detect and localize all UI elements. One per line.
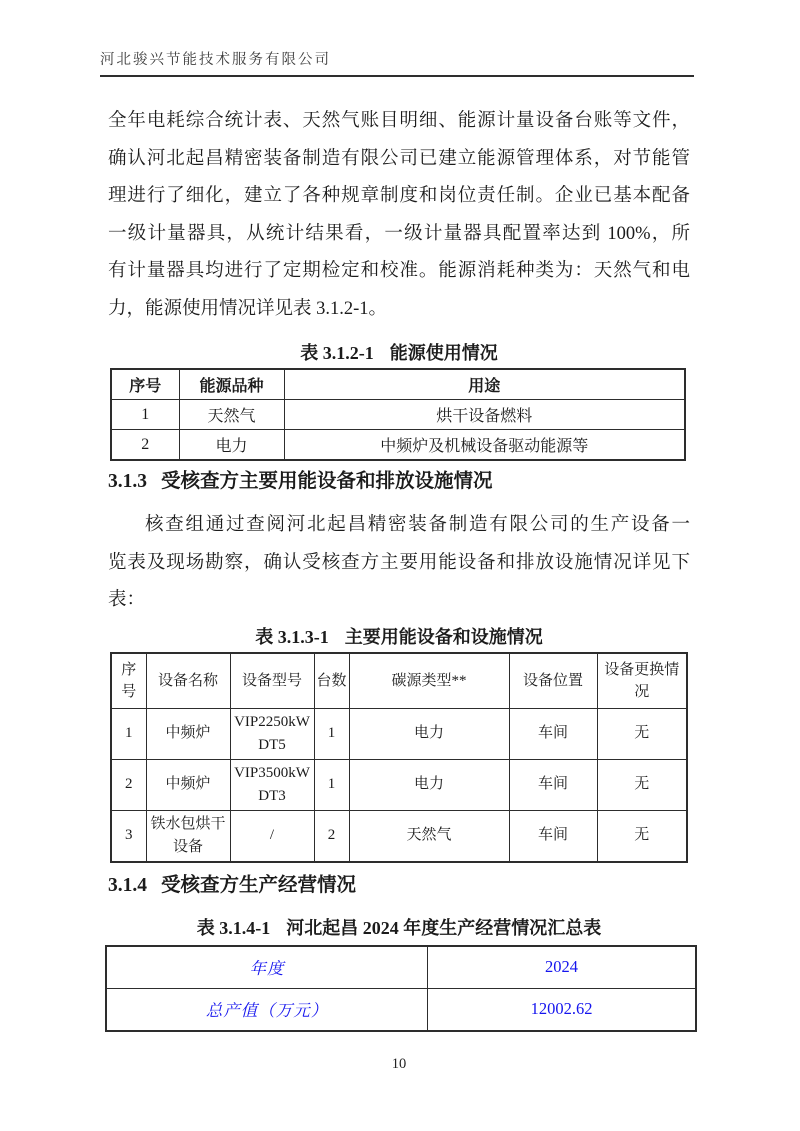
table-cell: 2 xyxy=(314,810,349,862)
business-summary-table xyxy=(105,945,697,1032)
header-cell: 设备更换情况 xyxy=(597,653,687,709)
equipment-table xyxy=(110,652,688,863)
section-heading-313 xyxy=(108,469,690,495)
table-cell: 中频炉及机械设备驱动能源等 xyxy=(284,430,685,461)
table-cell-value: 12002.62 xyxy=(428,988,696,1031)
paragraph-line: 力，能源使用情况详见表 3.1.2-1。 xyxy=(108,298,388,319)
table-cell: 天然气 xyxy=(179,400,284,430)
paragraph-line: 表： xyxy=(108,590,146,610)
header-cell: 台数 xyxy=(314,653,349,709)
paragraph-line: 有计量器具均进行了定期检定和校准。能源消耗种类为：天然气和电 xyxy=(108,261,690,281)
table-cell: 2 xyxy=(111,759,146,810)
table-cell-value: 2024 xyxy=(428,946,696,989)
header-cell: 序号 xyxy=(111,653,146,709)
table-number: 表 3.1.2-1 xyxy=(300,343,374,363)
section-title: 受核查方生产经营情况 xyxy=(161,874,357,896)
table-title-energy-use xyxy=(108,338,690,368)
table-cell: 1 xyxy=(111,400,179,430)
header-cell: 用途 xyxy=(284,369,685,400)
table-header-row xyxy=(111,369,685,400)
section-heading-314 xyxy=(108,873,690,899)
table-cell: 铁水包烘干设备 xyxy=(146,810,230,862)
header-cell: 设备名称 xyxy=(146,653,230,709)
table-row xyxy=(111,400,685,430)
table-row xyxy=(106,988,696,1031)
table-cell: 中频炉 xyxy=(146,759,230,810)
table-caption: 河北起昌 2024 年度生产经营情况汇总表 xyxy=(286,917,602,938)
table-caption: 能源使用情况 xyxy=(389,343,498,363)
table-cell: 车间 xyxy=(509,759,597,810)
paragraph-line: 核查组通过查阅河北起昌精密装备制造有限公司的生产设备一 xyxy=(145,515,690,535)
paragraph-equipment-intro xyxy=(108,507,690,620)
paragraph-line: 览表及现场勘察，确认受核查方主要用能设备和排放设施情况详见下 xyxy=(108,552,690,573)
energy-use-table xyxy=(110,368,686,461)
header-cell: 设备位置 xyxy=(509,653,597,709)
section-title: 受核查方主要用能设备和排放设施情况 xyxy=(161,471,493,492)
table-cell-label: 年度 xyxy=(106,946,428,989)
table-cell: VIP3500kW DT3 xyxy=(230,759,314,810)
table-cell: 2 xyxy=(111,430,179,461)
table-cell: 1 xyxy=(314,708,349,759)
table-cell: 无 xyxy=(597,810,687,862)
paragraph-line: 全年电耗综合统计表、天然气账目明细、能源计量设备台账等文件， xyxy=(108,111,690,131)
table-number: 表 3.1.3-1 xyxy=(255,626,329,647)
table-cell: 车间 xyxy=(509,810,597,862)
table-cell: 无 xyxy=(597,708,687,759)
page-number: 10 xyxy=(391,1055,407,1072)
paragraph-line: 一级计量器具，从统计结果看，一级计量器具配置率达到 100%，所 xyxy=(108,223,690,244)
table-cell: 烘干设备燃料 xyxy=(284,400,685,430)
table-row xyxy=(106,946,696,989)
paragraph-energy-overview xyxy=(108,103,690,328)
table-row xyxy=(111,708,687,759)
table-title-equipment xyxy=(108,622,690,652)
paragraph-line: 确认河北起昌精密装备制造有限公司已建立能源管理体系，对节能管 xyxy=(108,148,690,169)
header-cell: 碳源类型** xyxy=(349,653,509,709)
table-cell: VIP2250kW DT5 xyxy=(230,708,314,759)
table-cell: 无 xyxy=(597,759,687,810)
header-cell: 序号 xyxy=(111,369,179,400)
table-row xyxy=(111,759,687,810)
table-caption: 主要用能设备和设施情况 xyxy=(344,626,543,647)
table-cell: 电力 xyxy=(349,759,509,810)
table-cell: 电力 xyxy=(349,708,509,759)
table-cell: 3 xyxy=(111,810,146,862)
header-cell: 能源品种 xyxy=(179,369,284,400)
table-cell: 中频炉 xyxy=(146,708,230,759)
table-cell: 1 xyxy=(111,708,146,759)
table-cell-label: 总产值（万元） xyxy=(106,988,428,1031)
section-number: 3.1.3 xyxy=(108,471,147,492)
table-cell: 电力 xyxy=(179,430,284,461)
section-number: 3.1.4 xyxy=(108,874,147,896)
table-title-business xyxy=(108,915,690,941)
table-cell: 天然气 xyxy=(349,810,509,862)
table-row xyxy=(111,810,687,862)
table-cell: 1 xyxy=(314,759,349,810)
paragraph-line: 理进行了细化，建立了各种规章制度和岗位责任制。企业已基本配备 xyxy=(108,186,690,206)
table-row xyxy=(111,430,685,461)
table-number: 表 3.1.4-1 xyxy=(196,917,271,938)
company-name: 河北骏兴节能技术服务有限公司 xyxy=(100,52,331,68)
table-header-row xyxy=(111,653,687,709)
header-cell: 设备型号 xyxy=(230,653,314,709)
table-cell: 车间 xyxy=(509,708,597,759)
table-cell: / xyxy=(230,810,314,862)
page-header xyxy=(100,50,694,77)
